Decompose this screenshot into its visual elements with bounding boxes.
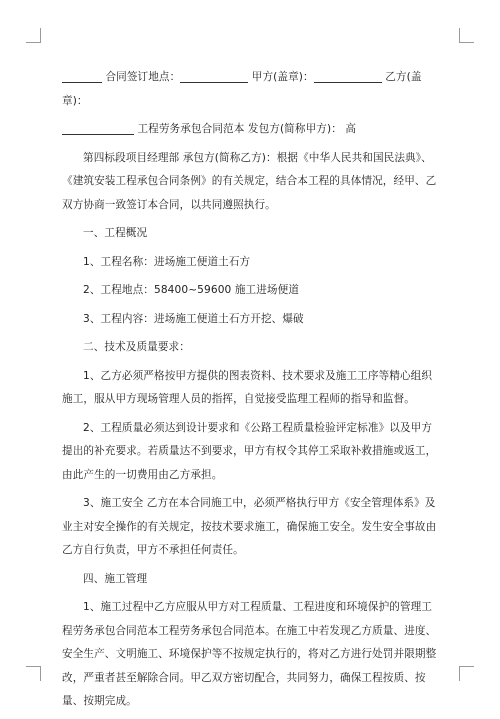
blank-field-party-a: [314, 69, 382, 83]
section-2-heading: 二、技术及质量要求：: [83, 341, 190, 353]
section-2-item-1: 1、乙方必须严格按甲方提供的图表资料、技术要求及施工工序等精心组织施工，服从甲方现场管理人员的指挥，自觉接受监理工程师的指导和监督。: [62, 369, 433, 405]
section-1-item-3: 3、工程内容：进场施工便道土石方开挖、爆破: [83, 312, 304, 325]
section-2-item-2: 2、工程质量必须达到设计要求和《公路工程质量检验评定标准》以及甲方提出的补充要求。若质量达不到要求，甲方有权令其停工采取补救措施或返工，由此产生的一切费用由乙方承担。: [62, 421, 437, 481]
crop-mark-bottom-left: [26, 666, 41, 681]
party-a-seal-label: 甲方(盖章)：: [251, 71, 314, 83]
section-4-item-1: 1、施工过程中乙方应服从甲方对工程质量、工程进度和环境保护的管理工程劳务承包合同范本工程劳务承包合同范本。在施工中若发现乙方质量、进度、安全生产、文明施工、环境保护等不按规定执行的，将对乙方进行处罚并限期整改，严重者甚至解除合同。甲乙双方密切配合，共同努力，确保工程按质、按量、按期完成。: [62, 601, 437, 707]
sign-place-label: 合同签订地点：: [105, 71, 181, 83]
header-trailing-char: 高: [345, 123, 357, 135]
blank-field-sign-place: [180, 69, 248, 83]
blank-field-contract-no: [62, 69, 102, 83]
crop-mark-top-left: [26, 28, 41, 43]
section-2-item-3: 3、施工安全 乙方在本合同施工中，必须严格执行甲方《安全管理体系》及业主对安全操作的有关规定，按技术要求施工，确保施工安全。发生安全事故由乙方自行负责，甲方不承担任何责任。: [62, 497, 437, 556]
section-1-heading: 一、工程概况: [83, 227, 148, 239]
intro-paragraph: 第四标段项目经理部 承包方(简称乙方)：根据《中华人民共和国民法典》、《建筑安装工程承包合同条例》的有关规定，结合本工程的具体情况，经甲、乙双方协商一致签订本合同，以共同遵照执行。: [62, 151, 437, 211]
document-body: [62, 66, 440, 719]
contract-title-text: 工程劳务承包合同范本 发包方(简称甲方)：: [137, 123, 342, 135]
header-line-2: [62, 118, 440, 142]
section-1-item-1: 1、工程名称：进场施工便道土石方: [83, 255, 251, 268]
section-1-item-2: 2、工程地点：58400~59600 施工进场便道: [83, 284, 300, 296]
section-4-heading: 四、施工管理: [83, 572, 148, 585]
blank-field-project-name: [62, 121, 134, 135]
party-b-seal-label: 乙方(盖章)：: [62, 71, 422, 107]
crop-mark-bottom-right: [459, 666, 474, 681]
crop-mark-top-right: [459, 28, 474, 43]
header-line-1: [62, 66, 440, 113]
